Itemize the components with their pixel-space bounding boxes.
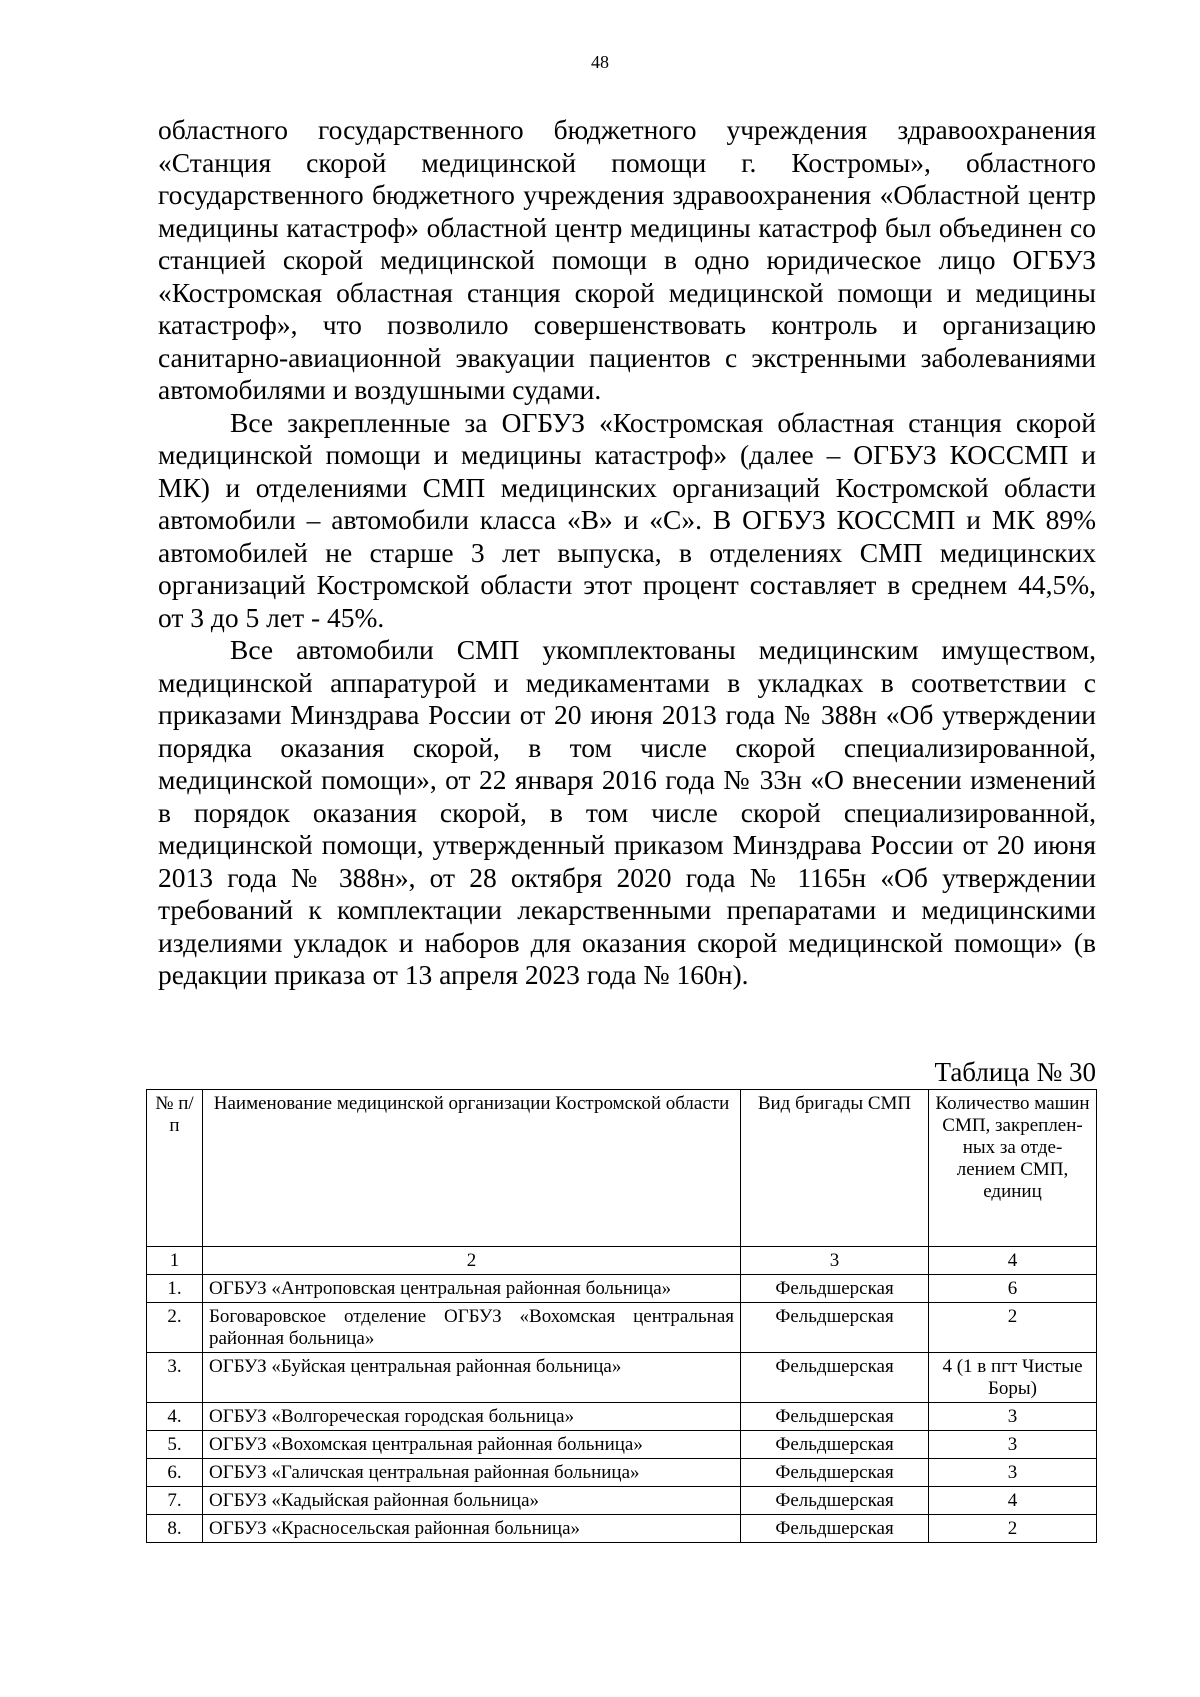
table-row xyxy=(147,1487,1097,1515)
row-brigade-type: Фельдшерская xyxy=(741,1515,929,1543)
row-num: 7. xyxy=(147,1487,203,1515)
row-num: 4. xyxy=(147,1403,203,1431)
header-num: № п/п xyxy=(147,1090,203,1247)
row-num: 2. xyxy=(147,1303,203,1353)
row-brigade-type: Фельдшерская xyxy=(741,1403,929,1431)
column-number-row xyxy=(147,1247,1097,1275)
table-row xyxy=(147,1303,1097,1353)
paragraph-1: областного государственного бюджетного учреждения здравоохранения «Станция скорой медицинской помощи г. Костромы», областного государственного бюджетного учреждения здравоохранения «Областной центр медицины катастроф» областной центр медицины катастроф был объединен со станцией скорой медицинской помощи в одно юридическое лицо ОГБУЗ «Костромская областная станция скорой медицинской помощи и медицины катастроф», что позволило совершенствовать контроль и организацию санитарно-авиационной эвакуации пациентов с экстренными заболеваниями автомобилями и воздушными судами. xyxy=(158,114,1096,405)
row-num: 8. xyxy=(147,1515,203,1543)
column-number: 1 xyxy=(147,1247,203,1275)
row-vehicle-count: 2 xyxy=(929,1515,1097,1543)
column-number: 2 xyxy=(203,1247,741,1275)
row-vehicle-count: 3 xyxy=(929,1459,1097,1487)
header-organization: Наименование медицинской организации Костромской области xyxy=(203,1090,741,1247)
ambulance-table xyxy=(146,1089,1097,1543)
row-brigade-type: Фельдшерская xyxy=(741,1303,929,1353)
row-brigade-type: Фельдшерская xyxy=(741,1459,929,1487)
row-num: 5. xyxy=(147,1431,203,1459)
row-brigade-type: Фельдшерская xyxy=(741,1353,929,1403)
row-organization: ОГБУЗ «Кадыйская районная больница» xyxy=(203,1487,741,1515)
table-row xyxy=(147,1275,1097,1303)
row-vehicle-count: 4 (1 в пгт Чистые Боры) xyxy=(929,1353,1097,1403)
row-num: 3. xyxy=(147,1353,203,1403)
row-organization: Боговаровское отделение ОГБУЗ «Вохомская центральная районная больница» xyxy=(203,1303,741,1353)
row-num: 6. xyxy=(147,1459,203,1487)
row-organization: ОГБУЗ «Буйская центральная районная больница» xyxy=(203,1353,741,1403)
column-number: 4 xyxy=(929,1247,1097,1275)
table-caption: Таблица № 30 xyxy=(934,1057,1096,1087)
row-organization: ОГБУЗ «Волгореческая городская больница» xyxy=(203,1403,741,1431)
row-num: 1. xyxy=(147,1275,203,1303)
header-vehicle-count: Количество машин СМП, закреплен-ных за отде-лением СМП, единиц xyxy=(929,1090,1097,1247)
row-vehicle-count: 3 xyxy=(929,1431,1097,1459)
table-header-row xyxy=(147,1090,1097,1247)
row-vehicle-count: 3 xyxy=(929,1403,1097,1431)
column-number: 3 xyxy=(741,1247,929,1275)
table-row xyxy=(147,1515,1097,1543)
paragraph-2: Все закрепленные за ОГБУЗ «Костромская областная станция скорой медицинской помощи и медицины катастроф» (далее – ОГБУЗ КОССМП и МК) и отделениями СМП медицинских организаций Костромской области автомобили – автомобили класса «В» и «С». В ОГБУЗ КОССМП и МК 89% автомобилей не старше 3 лет выпуска, в отделениях СМП медицинских организаций Костромской области этот процент составляет в среднем 44,5%, от 3 до 5 лет - 45%. xyxy=(158,406,1096,633)
row-brigade-type: Фельдшерская xyxy=(741,1487,929,1515)
table-row xyxy=(147,1403,1097,1431)
row-organization: ОГБУЗ «Красносельская районная больница» xyxy=(203,1515,741,1543)
row-organization: ОГБУЗ «Вохомская центральная районная больница» xyxy=(203,1431,741,1459)
row-organization: ОГБУЗ «Галичская центральная районная больница» xyxy=(203,1459,741,1487)
header-brigade-type: Вид бригады СМП xyxy=(741,1090,929,1247)
row-organization: ОГБУЗ «Антроповская центральная районная больница» xyxy=(203,1275,741,1303)
paragraph-3: Все автомобили СМП укомплектованы медицинским имуществом, медицинской аппаратурой и медикаментами в укладках в соответствии с приказами Минздрава России от 20 июня 2013 года № 388н «Об утверждении порядка оказания скорой, в том числе скорой специализированной, медицинской помощи», от 22 января 2016 года № 33н «О внесении изменений в порядок оказания скорой, в том числе скорой специализированной, медицинской помощи, утвержденный приказом Минздрава России от 20 июня 2013 года № 388н», от 28 октября 2020 года № 1165н «Об утверждении требований к комплектации лекарственными препаратами и медицинскими изделиями укладок и наборов для оказания скорой медицинской помощи» (в редакции приказа от 13 апреля 2023 года № 160н). xyxy=(158,634,1096,990)
body-text xyxy=(158,114,1096,992)
page-number: 48 xyxy=(591,52,609,72)
row-vehicle-count: 6 xyxy=(929,1275,1097,1303)
table-row xyxy=(147,1353,1097,1403)
row-brigade-type: Фельдшерская xyxy=(741,1275,929,1303)
row-vehicle-count: 4 xyxy=(929,1487,1097,1515)
row-vehicle-count: 2 xyxy=(929,1303,1097,1353)
table-row xyxy=(147,1459,1097,1487)
row-brigade-type: Фельдшерская xyxy=(741,1431,929,1459)
table-row xyxy=(147,1431,1097,1459)
